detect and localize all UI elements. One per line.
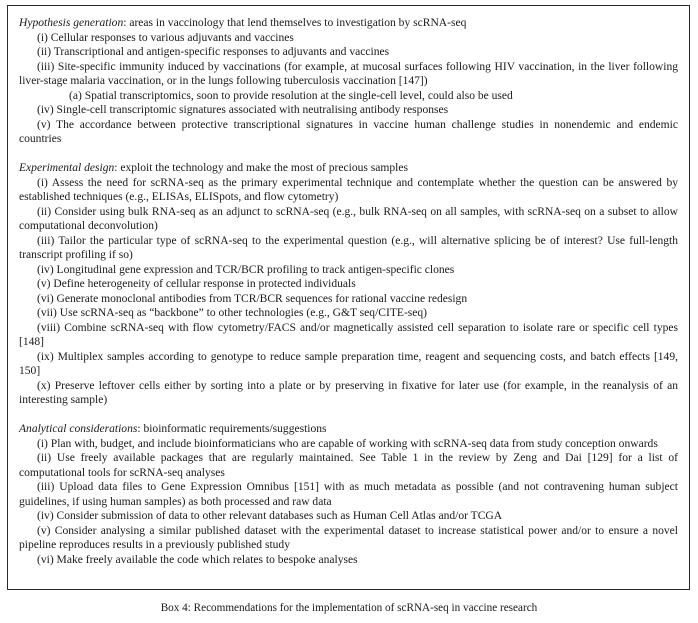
- list-item: (ii) Consider using bulk RNA-seq as an adjunct to scRNA-seq (e.g., bulk RNA-seq on all samples, with scRNA-seq on a subset to allow computational deconvolution): [19, 205, 678, 232]
- list-item: (v) Define heterogeneity of cellular response in protected individuals: [37, 278, 356, 290]
- list-item: (i) Assess the need for scRNA-seq as the primary experimental technique and contemplate whether the question can be answered by established techniques (e.g., ELISAs, ELISpots, and flow cytometry): [19, 176, 678, 203]
- list-item: (viii) Combine scRNA-seq with flow cytometry/FACS and/or magnetically assisted cell separation to isolate rare or specific cell types [148]: [19, 321, 678, 348]
- section-heading-rest: : areas in vaccinology that lend themselves to investigation by scRNA-seq: [123, 17, 467, 29]
- section-heading-lead: Hypothesis generation: [19, 17, 124, 29]
- list-item: (i) Cellular responses to various adjuvants and vaccines: [37, 31, 294, 44]
- list-item: (iii) Upload data files to Gene Expression Omnibus [151] with as much metadata as possible (and not contravening human subject guidelines, if using human samples) as both processed and raw data: [19, 481, 678, 508]
- list-item: (iii) Tailor the particular type of scRNA-seq to the experimental question (e.g., will alternative splicing be of interest? Use full-length transcript profiling if so): [19, 234, 678, 261]
- list-item: (vi) Make freely available the code which relates to bespoke analyses: [37, 553, 358, 566]
- list-item-sub: (a) Spatial transcriptomics, soon to provide resolution at the single-cell level, could also be used: [69, 89, 513, 102]
- section-heading-lead: Analytical considerations: [19, 423, 138, 435]
- section-experimental-design: [19, 161, 678, 408]
- section-heading-rest: : exploit the technology and make the most of precious samples: [114, 162, 408, 174]
- list-item: (v) Consider analysing a similar published dataset with the experimental dataset to increase statistical power and/or to ensure a novel pipeline reproduces results in a previously published study: [19, 524, 678, 551]
- section-hypothesis-generation: [19, 16, 678, 147]
- list-item: (ix) Multiplex samples according to genotype to reduce sample preparation time, reagent and sequencing costs, and batch effects [149, 150]: [19, 350, 678, 377]
- recommendations-box: [7, 5, 690, 590]
- section-heading: [19, 16, 678, 31]
- list-item: (ii) Transcriptional and antigen-specific responses to adjuvants and vaccines: [37, 46, 390, 58]
- list-item: (iv) Longitudinal gene expression and TCR/BCR profiling to track antigen-specific clones: [37, 263, 455, 276]
- list-item: (i) Plan with, budget, and include bioinformaticians who are capable of working with scRNA-seq data from study conception onwards: [37, 437, 658, 450]
- section-heading: [19, 422, 678, 437]
- box-caption: Box 4: Recommendations for the implementation of scRNA-seq in vaccine research: [160, 602, 538, 614]
- box-content: [19, 16, 678, 567]
- list-item: (vi) Generate monoclonal antibodies from TCR/BCR sequences for rational vaccine redesign: [37, 292, 468, 305]
- list-item: (iv) Single-cell transcriptomic signatures associated with neutralising antibody responses: [37, 104, 449, 116]
- section-analytical-considerations: [19, 422, 678, 567]
- list-item: (vii) Use scRNA-seq as “backbone” to other technologies (e.g., G&T seq/CITE-seq): [37, 307, 428, 319]
- list-item: (iii) Site-specific immunity induced by vaccinations (for example, at mucosal surfaces following HIV vaccination, in the liver following liver-stage malaria vaccination, or in the lungs following tuberculosis vaccination [147]): [19, 60, 678, 87]
- section-heading: [19, 161, 678, 176]
- list-item: (iv) Consider submission of data to other relevant databases such as Human Cell Atlas and/or TCGA: [37, 510, 503, 522]
- list-item: (ii) Use freely available packages that are regularly maintained. See Table 1 in the review by Zeng and Dai [129] for a list of computational tools for scRNA-seq analyses: [19, 452, 678, 479]
- list-item: (x) Preserve leftover cells either by sorting into a plate or by preserving in fixative for later use (for example, in the reanalysis of an interesting sample): [19, 379, 678, 406]
- section-heading-rest: : bioinformatic requirements/suggestions: [137, 423, 327, 435]
- list-item: (v) The accordance between protective transcriptional signatures in vaccine human challenge studies in nonendemic and endemic countries: [19, 118, 678, 145]
- section-heading-lead: Experimental design: [19, 162, 115, 174]
